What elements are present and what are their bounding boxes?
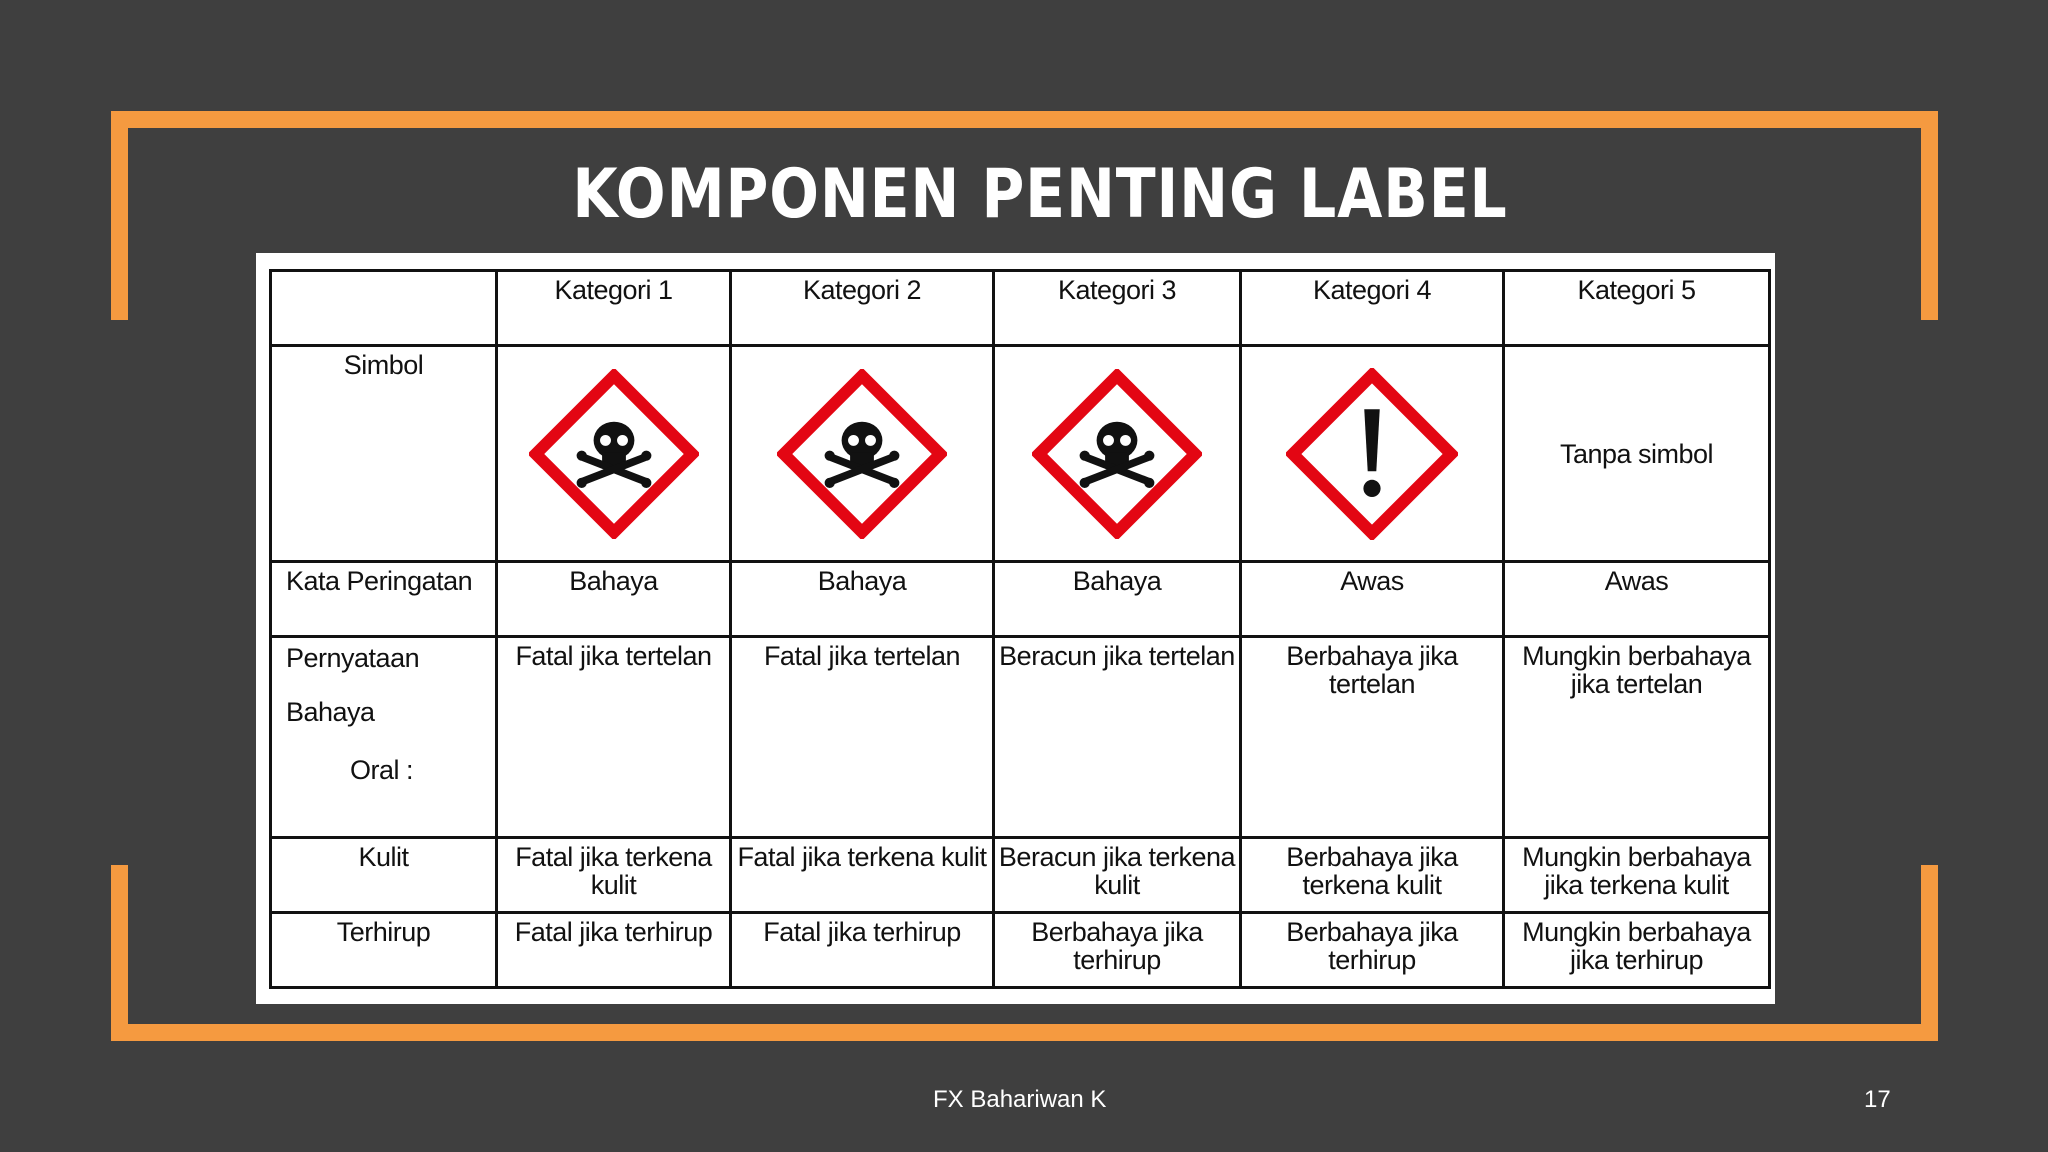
- label-oral: Oral :: [350, 755, 414, 786]
- oral-statement-2: Fatal jika tertelan: [731, 637, 994, 837]
- inhal-statement-5: Mungkin berbahaya jika terhirup: [1504, 912, 1770, 987]
- skin-statement-2: Fatal jika terkena kulit: [731, 837, 994, 912]
- skin-statement-5: Mungkin berbahaya jika terkena kulit: [1504, 837, 1770, 912]
- oral-statement-5: Mungkin berbahaya jika tertelan: [1504, 637, 1770, 837]
- skin-statement-4: Berbahaya jika terkena kulit: [1241, 837, 1504, 912]
- skull-crossbones-icon: [777, 369, 947, 539]
- header-kategori-2: Kategori 2: [731, 271, 994, 346]
- skull-crossbones-icon: [529, 369, 699, 539]
- oral-statement-1: Fatal jika tertelan: [497, 637, 731, 837]
- signal-word-2: Bahaya: [731, 562, 994, 637]
- skull-crossbones-icon: [1032, 369, 1202, 539]
- inhal-statement-4: Berbahaya jika terhirup: [1241, 912, 1504, 987]
- signal-word-1: Bahaya: [497, 562, 731, 637]
- header-kategori-3: Kategori 3: [994, 271, 1241, 346]
- header-empty-cell: [271, 271, 497, 346]
- table-row-oral: [271, 637, 1770, 837]
- table-row-header: [271, 271, 1770, 346]
- table-row-signal-word: [271, 562, 1770, 637]
- table-row-terhirup: [271, 912, 1770, 987]
- signal-word-5: Awas: [1504, 562, 1770, 637]
- signal-word-3: Bahaya: [994, 562, 1241, 637]
- oral-statement-4: Berbahaya jika tertelan: [1241, 637, 1504, 837]
- inhal-statement-1: Fatal jika terhirup: [497, 912, 731, 987]
- table-row-kulit: [271, 837, 1770, 912]
- footer-author: FX Bahariwan K: [933, 1086, 1107, 1113]
- header-kategori-1: Kategori 1: [497, 271, 731, 346]
- header-kategori-5: Kategori 5: [1504, 271, 1770, 346]
- row-label-simbol: Simbol: [271, 346, 497, 562]
- label-bahaya: Bahaya: [286, 697, 375, 728]
- ghs-category-table: [269, 269, 1771, 989]
- header-kategori-4: Kategori 4: [1241, 271, 1504, 346]
- inhal-statement-2: Fatal jika terhirup: [731, 912, 994, 987]
- row-label-terhirup: Terhirup: [271, 912, 497, 987]
- symbol-cell-4: [1241, 346, 1504, 562]
- no-symbol-text: Tanpa simbol: [1504, 346, 1770, 562]
- signal-word-4: Awas: [1241, 562, 1504, 637]
- skin-statement-3: Beracun jika terkena kulit: [994, 837, 1241, 912]
- inhal-statement-3: Berbahaya jika terhirup: [994, 912, 1241, 987]
- symbol-cell-2: [731, 346, 994, 562]
- table-row-symbol: [271, 346, 1770, 562]
- row-label-kulit: Kulit: [271, 837, 497, 912]
- row-label-kata-peringatan: Kata Peringatan: [271, 562, 497, 637]
- symbol-cell-3: [994, 346, 1241, 562]
- row-label-pernyataan-bahaya: [271, 637, 497, 837]
- skin-statement-1: Fatal jika terkena kulit: [497, 837, 731, 912]
- symbol-cell-1: [497, 346, 731, 562]
- page-number: 17: [1864, 1086, 1891, 1113]
- label-pernyataan: Pernyataan: [286, 643, 420, 674]
- slide-title: KOMPONEN PENTING LABEL: [572, 155, 1508, 234]
- label-table-panel: [256, 253, 1775, 1004]
- exclamation-mark-icon: [1286, 368, 1458, 540]
- oral-statement-3: Beracun jika tertelan: [994, 637, 1241, 837]
